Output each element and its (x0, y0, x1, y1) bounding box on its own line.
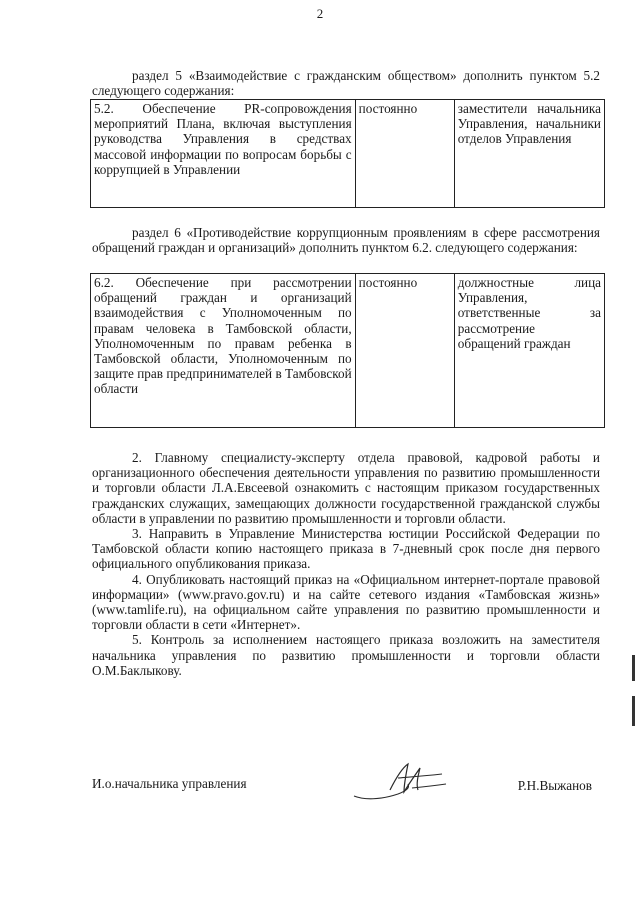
page-number: 2 (316, 6, 324, 21)
section6-intro: раздел 6 «Противодействие коррупционным проявлениям в сфере рассмотрения обращений граждан и организаций» дополнить пунктом 6.2. следующего содержания: (92, 225, 600, 256)
measure-cell: 6.2. Обеспечение при рассмотрении обращений граждан и организаций взаимодействия с Уполномоченным по правам человека в Тамбовской области, Уполномоченным по правам ребенка в Тамбовской области, Уполномоченным по защите прав предпринимателей в Тамбовской области (91, 274, 356, 428)
measure-cell: 5.2. Обеспечение PR-сопровождения мероприятий Плана, включая выступления руководства Управления в средствах массовой информации по вопросам борьбы с коррупцией в Управлении (91, 100, 356, 208)
term-cell: постоянно (355, 100, 454, 208)
section5-intro: раздел 5 «Взаимодействие с гражданским обществом» дополнить пунктом 5.2 следующего содержания: (92, 68, 600, 99)
scan-edge-mark (632, 696, 635, 726)
order-item-4: 4. Опубликовать настоящий приказ на «Официальном интернет-портале правовой информации» (www.pravo.gov.ru) и на сайте сетевого издания «Тамбовская жизнь» (www.tamlife.ru), на официальном сайте управления по развитию промышленности и торговли области в сети «Интернет». (92, 571, 600, 633)
responsible-cell: должностные лица Управления, ответственные за рассмотрение обращений граждан (454, 274, 604, 428)
table-row (91, 100, 605, 208)
section5-table (90, 99, 605, 208)
term-cell: постоянно (355, 274, 454, 428)
responsible-cell: заместители начальника Управления, начальники отделов Управления (454, 100, 604, 208)
scan-edge-mark (632, 655, 635, 681)
table-row (91, 274, 605, 428)
signer-name: Р.Н.Выжанов (517, 778, 592, 793)
order-item-5: 5. Контроль за исполнением настоящего приказа возложить на заместителя начальника управления по развитию промышленности и торговли области О.М.Баклыкову. (92, 632, 600, 678)
order-items (92, 450, 600, 678)
order-item-2: 2. Главному специалисту-эксперту отдела правовой, кадровой работы и организационного обеспечения деятельности управления по развитию промышленности и торговли области Л.А.Евсеевой ознакомить с настоящим приказом государственных гражданских служащих, замещающих должности государственной гражданской службы области в управлении по развитию промышленности и торговли области. (92, 450, 600, 526)
section6-table (90, 273, 605, 428)
order-item-3: 3. Направить в Управление Министерства юстиции Российской Федерации по Тамбовской области копию настоящего приказа в 7-дневный срок после дня первого официального опубликования приказа. (92, 526, 600, 572)
signature-block (92, 772, 592, 812)
handwritten-signature (350, 758, 450, 804)
signer-title: И.о.начальника управления (92, 776, 247, 791)
